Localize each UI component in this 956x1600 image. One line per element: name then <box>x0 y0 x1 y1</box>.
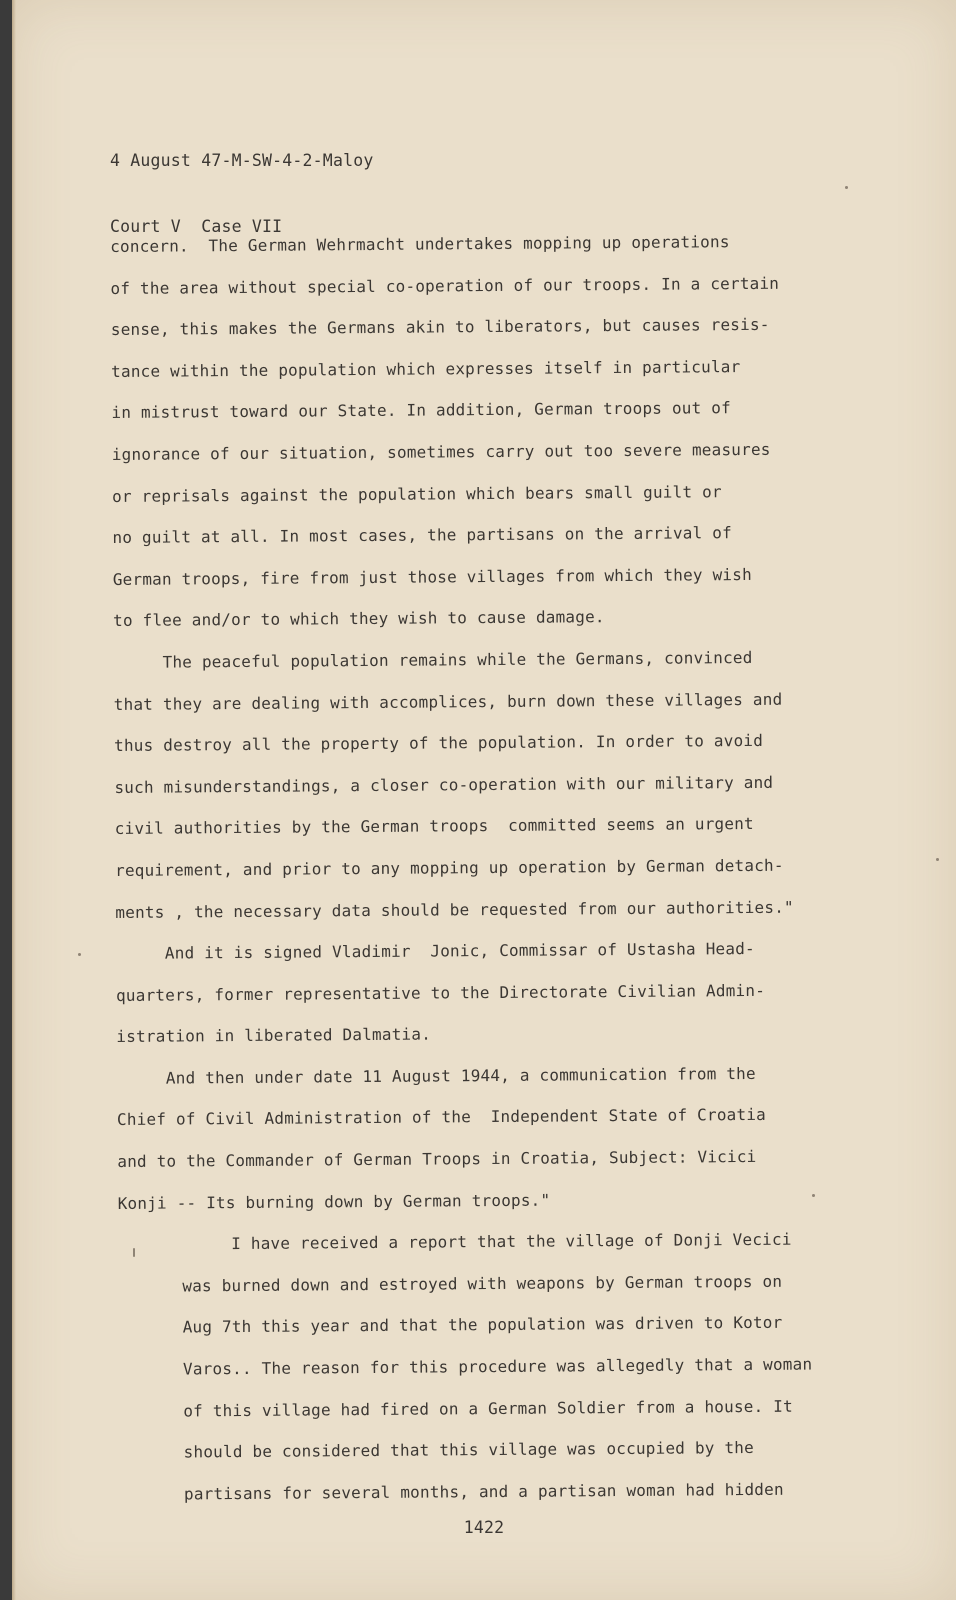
quoted-line: I have received a report that the village of Donji Vecici <box>181 1229 792 1254</box>
body-line: quarters, former representative to the Directorate Civilian Admin- <box>115 980 766 1005</box>
document-page <box>12 0 956 1600</box>
paper-speck <box>936 858 939 861</box>
body-line: sense, this makes the Germans akin to liberators, but causes resis- <box>110 315 770 340</box>
body-line: Konji -- Its burning down by German troops." <box>117 1190 551 1213</box>
paper-speck <box>845 186 848 189</box>
quoted-line: Aug 7th this year and that the population was driven to Kotor <box>182 1313 783 1337</box>
body-line: ignorance of our situation, sometimes carry out too severe measures <box>111 439 771 464</box>
body-line: ments , the necessary data should be requested from our authorities." <box>115 897 794 922</box>
body-line: requirement, and prior to any mopping up operation by German detach- <box>114 855 784 880</box>
header-line-court-case: Court V Case VII <box>110 217 283 236</box>
paper-speck <box>78 953 81 956</box>
body-line: German troops, fire from just those villages from which they wish <box>112 564 752 589</box>
body-line: Chief of Civil Administration of the Independent State of Croatia <box>116 1105 767 1130</box>
quoted-line: was burned down and estroyed with weapons by German troops on <box>182 1271 783 1296</box>
body-line: of the area without special co-operation of our troops. In a certain <box>110 273 780 298</box>
body-line: tance within the population which expresses itself in particular <box>111 356 741 381</box>
paper-speck <box>133 1248 135 1257</box>
quoted-line: partisans for several months, and a partisan woman had hidden <box>183 1479 784 1504</box>
body-line: and to the Commander of German Troops in Croatia, Subject: Vicici <box>117 1147 757 1172</box>
quoted-line: Varos.. The reason for this procedure was allegedly that a woman <box>182 1354 813 1379</box>
body-line: thus destroy all the property of the population. In order to avoid <box>114 731 764 756</box>
body-line: civil authorities by the German troops committed seems an urgent <box>114 814 754 839</box>
header-line-date-reference: 4 August 47-M-SW-4-2-Maloy <box>110 151 374 170</box>
body-line: And then under date 11 August 1944, a communication from the <box>116 1063 756 1088</box>
body-line: istration in liberated Dalmatia. <box>116 1024 432 1047</box>
paper-speck <box>812 1194 815 1197</box>
quoted-line: of this village had fired on a German Soldier from a house. It <box>183 1396 794 1421</box>
body-line: The peaceful population remains while the Germans, convinced <box>113 647 753 672</box>
body-line: to flee and/or to which they wish to cause damage. <box>113 607 605 631</box>
body-line: that they are dealing with accomplices, burn down these villages and <box>113 689 783 714</box>
body-line: And it is signed Vladimir Jonic, Commissar of Ustasha Head- <box>115 939 755 964</box>
body-line: such misunderstandings, a closer co-operation with our military and <box>114 772 774 797</box>
document-body <box>110 220 880 1515</box>
body-line: no guilt at all. In most cases, the partisans on the arrival of <box>112 523 732 548</box>
body-line: concern. The German Wehrmacht undertakes mopping up operations <box>110 232 730 256</box>
quoted-line: should be considered that this village was occupied by the <box>183 1438 755 1462</box>
body-line: or reprisals against the population which bears small guilt or <box>112 481 722 506</box>
body-line: in mistrust toward our State. In addition, German troops out of <box>111 398 731 423</box>
page-number: 1422 <box>463 1518 505 1537</box>
